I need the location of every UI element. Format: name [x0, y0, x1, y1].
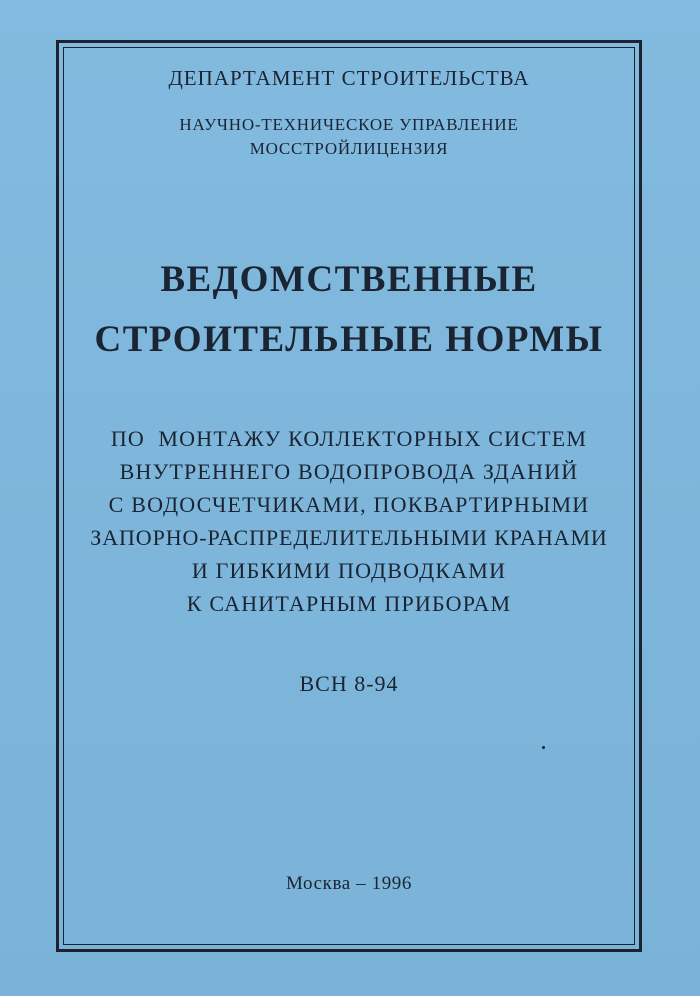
publication-imprint: Москва – 1996	[285, 873, 412, 894]
management-name-line-1: НАУЧНО-ТЕХНИЧЕСКОЕ УПРАВЛЕНИЕ	[179, 115, 519, 134]
document-title-line-2: СТРОИТЕЛЬНЫЕ НОРМЫ	[94, 319, 604, 360]
print-speck	[542, 746, 545, 749]
department-name: ДЕПАРТАМЕНТ СТРОИТЕЛЬСТВА	[168, 66, 530, 90]
subtitle-line: ЗАПОРНО-РАСПРЕДЕЛИТЕЛЬНЫМИ КРАНАМИ	[90, 525, 608, 550]
document-title-line-1: ВЕДОМСТВЕННЫЕ	[160, 259, 538, 300]
subtitle-line: ПО МОНТАЖУ КОЛЛЕКТОРНЫХ СИСТЕМ	[110, 426, 588, 451]
document-code: ВСН 8-94	[299, 671, 399, 696]
subtitle-line: К САНИТАРНЫМ ПРИБОРАМ	[186, 591, 512, 616]
management-name-line-2: МОССТРОЙЛИЦЕНЗИЯ	[249, 139, 449, 158]
subtitle-line: С ВОДОСЧЕТЧИКАМИ, ПОКВАРТИРНЫМИ	[108, 492, 590, 517]
subtitle-line: И ГИБКИМИ ПОДВОДКАМИ	[191, 558, 507, 583]
subtitle-line: ВНУТРЕННЕГО ВОДОПРОВОДА ЗДАНИЙ	[119, 459, 579, 484]
